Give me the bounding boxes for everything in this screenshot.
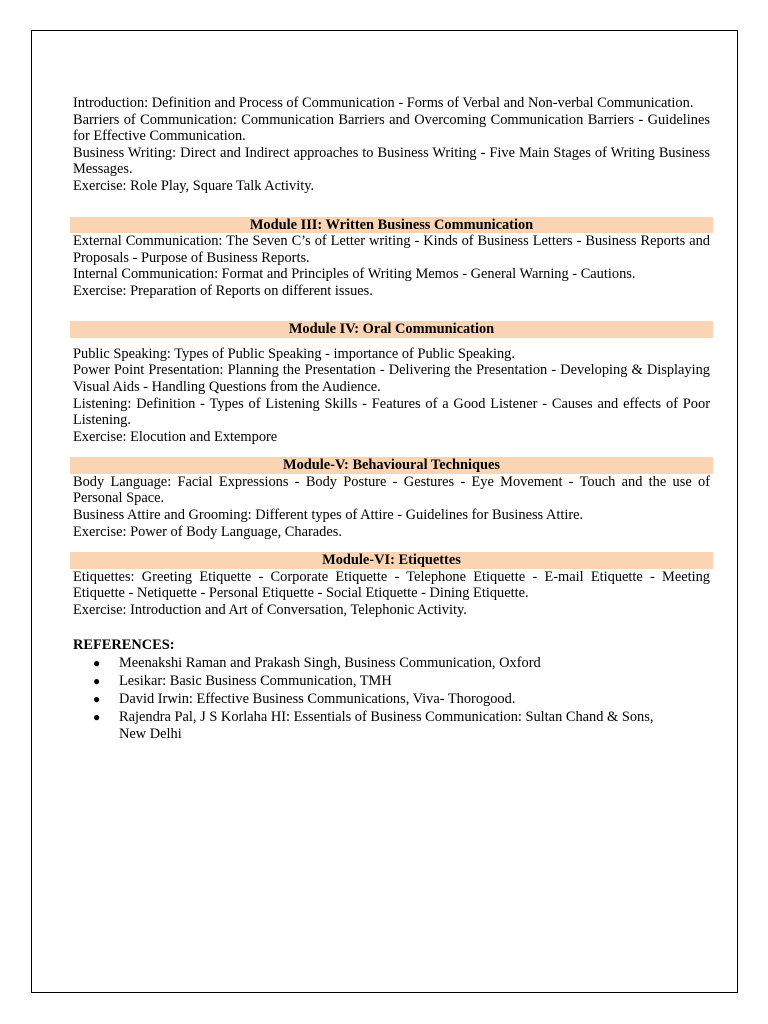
bullet-icon: ● — [93, 674, 101, 689]
spacer — [73, 195, 710, 217]
module-v-exercise: Exercise: Power of Body Language, Charades. — [73, 523, 342, 540]
body-language-paragraph: Body Language: Facial Expressions - Body Posture - Gestures - Eye Movement - Touch and the use of Personal Space. — [73, 473, 710, 507]
module-vi-heading: Module-VI: Etiquettes — [70, 552, 713, 568]
bullet-icon: ● — [93, 655, 101, 670]
internal-communication-paragraph: Internal Communication: Format and Principles of Writing Memos - General Warning - Cautions. — [73, 266, 636, 283]
references-heading: REFERENCES: — [73, 637, 175, 654]
reference-text: Rajendra Pal, J S Korlaha HI: Essentials of Business Communication: Sultan Chand & Sons, New Delhi — [119, 709, 654, 743]
etiquettes-paragraph: Etiquettes: Greeting Etiquette - Corporate Etiquette - Telephone Etiquette - E-mail Etiquette - Meeting Etiquette - Netiquette - Personal Etiquette - Social Etiquette - Dining Etiquette. — [73, 568, 710, 602]
module-vi-exercise: Exercise: Introduction and Art of Conversation, Telephonic Activity. — [73, 601, 467, 618]
powerpoint-paragraph: Power Point Presentation: Planning the Presentation - Delivering the Presentation - Developing & Displaying Visual Aids - Handling Questions from the Audience. — [73, 362, 710, 395]
list-item — [73, 655, 710, 672]
reference-text: Meenakshi Raman and Prakash Singh, Business Communication, Oxford — [119, 654, 541, 671]
references-list — [73, 655, 710, 743]
module-ii-exercise: Exercise: Role Play, Square Talk Activity. — [73, 177, 315, 194]
module-iv-exercise: Exercise: Elocution and Extempore — [73, 428, 278, 445]
bullet-icon: ● — [93, 692, 101, 707]
bullet-icon: ● — [93, 710, 101, 725]
module-v-heading: Module-V: Behavioural Techniques — [70, 457, 713, 473]
public-speaking-paragraph: Public Speaking: Types of Public Speaking - importance of Public Speaking. — [73, 345, 515, 362]
list-item — [73, 709, 710, 742]
barriers-paragraph: Barriers of Communication: Communication Barriers and Overcoming Communication Barriers - Guidelines for Effective Communication. — [73, 111, 710, 145]
introduction-paragraph: Introduction: Definition and Process of Communication - Forms of Verbal and Non-verbal Communication. — [73, 95, 694, 111]
external-communication-paragraph: External Communication: The Seven C’s of Letter writing - Kinds of Business Letters - Business Reports and Proposals - Purpose of Business Reports. — [73, 232, 710, 266]
spacer — [73, 445, 710, 457]
list-item — [73, 673, 710, 690]
list-item — [73, 691, 710, 708]
spacer — [73, 299, 710, 321]
module-iii-heading: Module III: Written Business Communication — [70, 217, 713, 233]
business-writing-paragraph: Business Writing: Direct and Indirect approaches to Business Writing - Five Main Stages of Writing Business Messages. — [73, 144, 710, 178]
business-attire-paragraph: Business Attire and Grooming: Different types of Attire - Guidelines for Business Attire. — [73, 506, 584, 523]
reference-text: David Irwin: Effective Business Communications, Viva- Thorogood. — [119, 691, 516, 708]
reference-text: Lesikar: Basic Business Communication, TMH — [119, 673, 392, 690]
module-iii-exercise: Exercise: Preparation of Reports on different issues. — [73, 282, 373, 299]
spacer — [73, 338, 710, 346]
module-iv-heading: Module IV: Oral Communication — [70, 321, 713, 337]
spacer — [73, 618, 710, 637]
document-content — [73, 95, 710, 744]
spacer — [73, 540, 710, 552]
listening-paragraph: Listening: Definition - Types of Listening Skills - Features of a Good Listener - Causes and effects of Poor Listening. — [73, 395, 710, 429]
